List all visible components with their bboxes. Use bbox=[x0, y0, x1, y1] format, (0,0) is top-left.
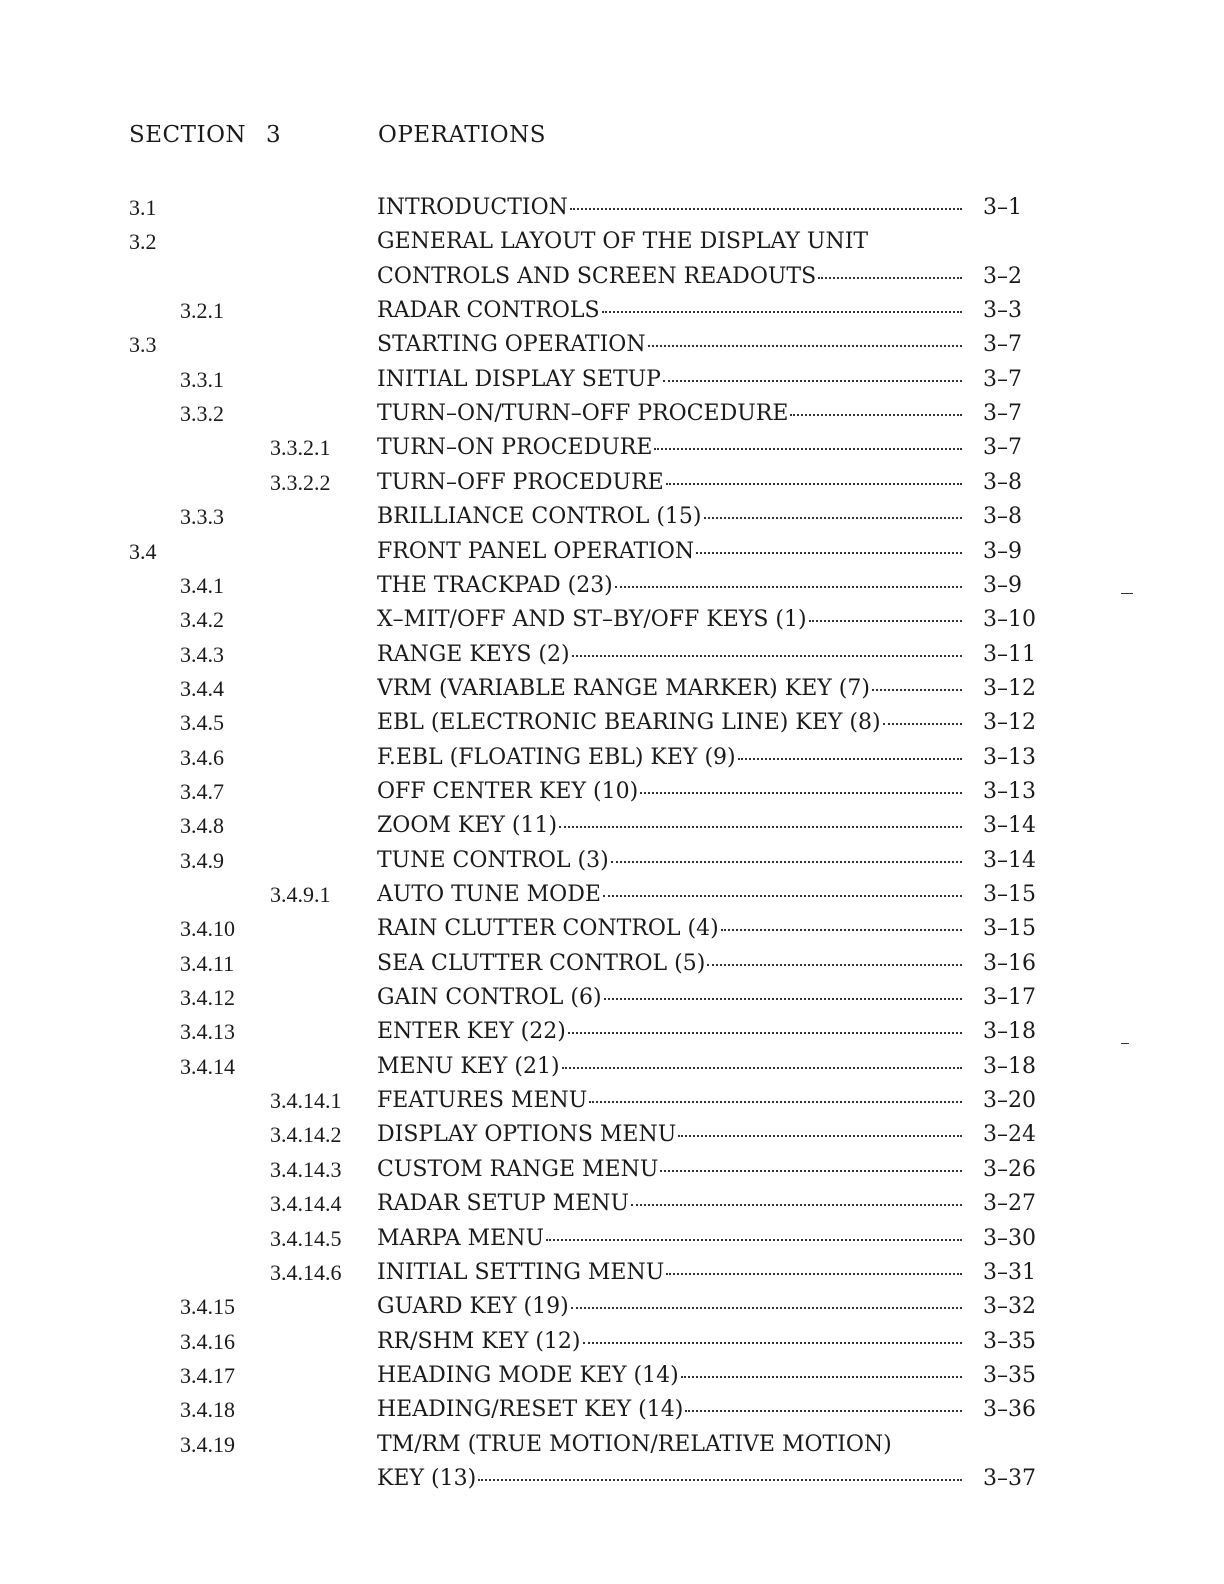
entry-page: 3–30 bbox=[983, 1225, 1036, 1251]
dot-leader bbox=[809, 616, 962, 622]
toc-entry bbox=[0, 191, 1224, 225]
entry-number: 3.4.6 bbox=[180, 744, 224, 770]
dot-leader bbox=[790, 410, 962, 416]
toc-entry bbox=[0, 1462, 1224, 1496]
entry-title-line bbox=[377, 741, 970, 775]
toc-entry bbox=[0, 1222, 1224, 1256]
toc-entry bbox=[0, 844, 1224, 878]
entry-page: 3–2 bbox=[983, 263, 1022, 289]
entry-title-line bbox=[377, 294, 970, 328]
entry-title: GUARD KEY (19) bbox=[377, 1294, 569, 1320]
entry-title-line bbox=[377, 535, 970, 569]
entry-title-line bbox=[377, 947, 970, 981]
entry-page: 3–17 bbox=[983, 985, 1036, 1011]
toc-entry bbox=[0, 431, 1224, 465]
toc-entry bbox=[0, 466, 1224, 500]
entry-number: 3.4.2 bbox=[180, 607, 224, 633]
toc-entry bbox=[0, 294, 1224, 328]
entry-title-line bbox=[377, 603, 970, 637]
toc-entry bbox=[0, 225, 1224, 259]
entry-page: 3–8 bbox=[983, 504, 1022, 530]
entry-number: 3.4.18 bbox=[180, 1397, 235, 1423]
entry-title: KEY (13) bbox=[377, 1465, 477, 1491]
toc-entry bbox=[0, 912, 1224, 946]
entry-number: 3.4.14.6 bbox=[270, 1259, 342, 1285]
toc-entry bbox=[0, 1325, 1224, 1359]
entry-number: 3.4 bbox=[129, 538, 157, 564]
entry-page: 3–3 bbox=[983, 298, 1022, 324]
entry-number: 3.4.16 bbox=[180, 1328, 235, 1354]
dot-leader bbox=[568, 1028, 962, 1034]
entry-page: 3–31 bbox=[983, 1259, 1036, 1285]
scan-mark bbox=[1121, 1043, 1129, 1044]
entry-number: 3.4.11 bbox=[180, 950, 235, 976]
toc-entry bbox=[0, 397, 1224, 431]
entry-page: 3–15 bbox=[983, 916, 1036, 942]
dot-leader bbox=[559, 822, 962, 828]
entry-title: FRONT PANEL OPERATION bbox=[377, 538, 695, 564]
entry-number: 3.3.2 bbox=[180, 401, 224, 427]
dot-leader bbox=[721, 925, 962, 931]
toc-entry bbox=[0, 603, 1224, 637]
entry-number: 3.4.9 bbox=[180, 847, 224, 873]
entry-title: RANGE KEYS (2) bbox=[377, 641, 570, 667]
section-label: SECTION bbox=[129, 122, 247, 148]
entry-title-line bbox=[377, 844, 970, 878]
dot-leader bbox=[648, 341, 962, 347]
entry-number: 3.4.14.5 bbox=[270, 1225, 342, 1251]
entry-title: INITIAL DISPLAY SETUP bbox=[377, 366, 661, 392]
toc-entry bbox=[0, 638, 1224, 672]
dot-leader bbox=[818, 273, 962, 279]
entry-page: 3–7 bbox=[983, 332, 1022, 358]
entry-number: 3.4.14.2 bbox=[270, 1122, 342, 1148]
entry-page: 3–7 bbox=[983, 401, 1022, 427]
entry-title-line bbox=[377, 1462, 970, 1496]
entry-page: 3–36 bbox=[983, 1397, 1036, 1423]
entry-title-line bbox=[377, 466, 970, 500]
entry-title: STARTING OPERATION bbox=[377, 332, 646, 358]
toc-entry bbox=[0, 260, 1224, 294]
dot-leader bbox=[654, 444, 962, 450]
entry-title-line bbox=[377, 225, 970, 259]
dot-leader bbox=[631, 1200, 962, 1206]
toc-entry bbox=[0, 1393, 1224, 1427]
toc-entry bbox=[0, 809, 1224, 843]
entry-title-line bbox=[377, 500, 970, 534]
entry-title: OFF CENTER KEY (10) bbox=[377, 778, 639, 804]
dot-leader bbox=[602, 307, 962, 313]
entry-title-line bbox=[377, 1359, 970, 1393]
entry-title-line bbox=[377, 981, 970, 1015]
dot-leader bbox=[685, 1406, 962, 1412]
dot-leader bbox=[696, 548, 962, 554]
entry-page: 3–11 bbox=[983, 641, 1036, 667]
entry-title-line bbox=[377, 1084, 970, 1118]
entry-title: TUNE CONTROL (3) bbox=[377, 847, 609, 873]
entry-title-line bbox=[377, 431, 970, 465]
entry-title: TURN–ON/TURN–OFF PROCEDURE bbox=[377, 401, 789, 427]
entry-title-line bbox=[377, 1393, 970, 1427]
entry-title-line bbox=[377, 1222, 970, 1256]
dot-leader bbox=[571, 1303, 962, 1309]
entry-title-line bbox=[377, 809, 970, 843]
entry-title: MENU KEY (21) bbox=[377, 1053, 560, 1079]
toc-entry bbox=[0, 741, 1224, 775]
dot-leader bbox=[872, 685, 962, 691]
dot-leader bbox=[678, 1131, 962, 1137]
entry-title: ZOOM KEY (11) bbox=[377, 813, 558, 839]
dot-leader bbox=[478, 1475, 962, 1481]
entry-number: 3.4.10 bbox=[180, 916, 235, 942]
entry-page: 3–18 bbox=[983, 1019, 1036, 1045]
entry-title: RR/SHM KEY (12) bbox=[377, 1328, 581, 1354]
toc-entry bbox=[0, 1050, 1224, 1084]
entry-title-line bbox=[377, 1428, 970, 1462]
entry-number: 3.4.17 bbox=[180, 1362, 235, 1388]
entry-number: 3.1 bbox=[129, 195, 157, 220]
entry-title-line bbox=[377, 1050, 970, 1084]
entry-page: 3–13 bbox=[983, 778, 1036, 804]
toc-entry bbox=[0, 1428, 1224, 1462]
section-title: OPERATIONS bbox=[378, 122, 546, 148]
entry-number: 3.4.19 bbox=[180, 1431, 235, 1457]
entry-title: VRM (VARIABLE RANGE MARKER) KEY (7) bbox=[377, 675, 870, 701]
toc-entry bbox=[0, 1153, 1224, 1187]
dot-leader bbox=[562, 1063, 962, 1069]
scan-mark bbox=[1121, 593, 1133, 594]
entry-title-line bbox=[377, 1187, 970, 1221]
entry-title-line bbox=[377, 328, 970, 362]
entry-page: 3–7 bbox=[983, 435, 1022, 461]
entry-number: 3.4.13 bbox=[180, 1019, 235, 1045]
toc-entry bbox=[0, 363, 1224, 397]
entry-title: F.EBL (FLOATING EBL) KEY (9) bbox=[377, 744, 736, 770]
entry-title: RADAR CONTROLS bbox=[377, 298, 600, 324]
entry-title: TURN–OFF PROCEDURE bbox=[377, 469, 664, 495]
toc-entry bbox=[0, 947, 1224, 981]
entry-title: AUTO TUNE MODE bbox=[377, 882, 601, 907]
dot-leader bbox=[738, 754, 962, 760]
entry-title: CONTROLS AND SCREEN READOUTS bbox=[377, 263, 817, 289]
entry-title: BRILLIANCE CONTROL (15) bbox=[377, 504, 702, 530]
toc-entry bbox=[0, 1256, 1224, 1290]
toc-entry bbox=[0, 672, 1224, 706]
dot-leader bbox=[704, 513, 962, 519]
entry-number: 3.3 bbox=[129, 332, 157, 358]
dot-leader bbox=[611, 857, 962, 863]
entry-page: 3–16 bbox=[983, 950, 1036, 976]
entry-title-line bbox=[377, 569, 970, 603]
dot-leader bbox=[883, 719, 962, 725]
entry-title-line bbox=[377, 191, 970, 225]
section-number: 3 bbox=[266, 122, 282, 148]
entry-title-line bbox=[377, 363, 970, 397]
dot-leader bbox=[663, 376, 962, 382]
entry-number: 3.4.7 bbox=[180, 778, 224, 804]
entry-page: 3–32 bbox=[983, 1294, 1036, 1320]
entry-page: 3–10 bbox=[983, 607, 1036, 633]
toc-entry bbox=[0, 569, 1224, 603]
entry-title: ENTER KEY (22) bbox=[377, 1019, 566, 1045]
entry-page: 3–12 bbox=[983, 675, 1036, 701]
dot-leader bbox=[589, 1097, 962, 1103]
entry-title-line bbox=[377, 1290, 970, 1324]
entry-number: 3.4.8 bbox=[180, 813, 224, 839]
entry-title: FEATURES MENU bbox=[377, 1088, 588, 1114]
entry-number: 3.4.4 bbox=[180, 675, 224, 701]
entry-title: MARPA MENU bbox=[377, 1225, 545, 1251]
dot-leader bbox=[603, 891, 962, 897]
toc-entry bbox=[0, 535, 1224, 569]
entry-number: 3.4.14.1 bbox=[270, 1088, 342, 1114]
entry-number: 3.3.3 bbox=[180, 504, 224, 530]
dot-leader bbox=[681, 1372, 962, 1378]
entry-number: 3.3.2.1 bbox=[270, 435, 331, 461]
entry-page: 3–14 bbox=[983, 847, 1036, 873]
dot-leader bbox=[666, 1269, 962, 1275]
toc-entry bbox=[0, 328, 1224, 362]
entry-title-line bbox=[377, 912, 970, 946]
entry-page: 3–9 bbox=[983, 572, 1022, 598]
entry-page: 3–27 bbox=[983, 1191, 1036, 1217]
entry-title: X–MIT/OFF AND ST–BY/OFF KEYS (1) bbox=[377, 607, 807, 633]
entry-page: 3–26 bbox=[983, 1156, 1036, 1182]
entry-title: SEA CLUTTER CONTROL (5) bbox=[377, 950, 706, 976]
dot-leader bbox=[583, 1338, 963, 1344]
entry-title-line bbox=[377, 1118, 970, 1152]
toc-entry bbox=[0, 1015, 1224, 1049]
entry-page: 3–13 bbox=[983, 744, 1036, 770]
dot-leader bbox=[570, 204, 962, 210]
entry-title: GENERAL LAYOUT OF THE DISPLAY UNIT bbox=[377, 229, 869, 255]
entry-page: 3–35 bbox=[983, 1328, 1036, 1354]
entry-title: THE TRACKPAD (23) bbox=[377, 572, 613, 598]
entry-title: HEADING MODE KEY (14) bbox=[377, 1362, 679, 1388]
entry-title: GAIN CONTROL (6) bbox=[377, 985, 602, 1011]
entry-page: 3–7 bbox=[983, 366, 1022, 392]
entry-page: 3–14 bbox=[983, 813, 1036, 839]
entry-title-line bbox=[377, 1153, 970, 1187]
entry-title-line bbox=[377, 1015, 970, 1049]
entry-title: CUSTOM RANGE MENU bbox=[377, 1156, 659, 1182]
entry-number: 3.4.12 bbox=[180, 985, 235, 1011]
entry-number: 3.4.1 bbox=[180, 572, 224, 598]
entry-number: 3.4.9.1 bbox=[270, 882, 331, 907]
dot-leader bbox=[660, 1166, 962, 1172]
toc-entry bbox=[0, 706, 1224, 740]
entry-title: RADAR SETUP MENU bbox=[377, 1191, 630, 1217]
entry-page: 3–18 bbox=[983, 1053, 1036, 1079]
entry-number: 3.4.14.4 bbox=[270, 1191, 342, 1217]
entry-page: 3–24 bbox=[983, 1122, 1036, 1148]
entry-title-line bbox=[377, 638, 970, 672]
entry-number: 3.4.14.3 bbox=[270, 1156, 342, 1182]
entry-page: 3–1 bbox=[983, 195, 1022, 220]
dot-leader bbox=[572, 651, 962, 657]
entry-number: 3.3.1 bbox=[180, 366, 224, 392]
toc-entry bbox=[0, 1084, 1224, 1118]
entry-title-line bbox=[377, 397, 970, 431]
entry-title-line bbox=[377, 260, 970, 294]
entry-title-line bbox=[377, 775, 970, 809]
toc-entry bbox=[0, 1187, 1224, 1221]
entry-page: 3–37 bbox=[983, 1465, 1036, 1491]
entry-number: 3.2.1 bbox=[180, 298, 224, 324]
entry-page: 3–15 bbox=[983, 882, 1036, 907]
toc-entry bbox=[0, 1359, 1224, 1393]
toc-entry bbox=[0, 878, 1224, 912]
entry-number: 3.4.5 bbox=[180, 710, 224, 736]
toc-entry bbox=[0, 1290, 1224, 1324]
toc-entry bbox=[0, 775, 1224, 809]
entry-title: TURN–ON PROCEDURE bbox=[377, 435, 653, 461]
entry-title-line bbox=[377, 672, 970, 706]
dot-leader bbox=[604, 994, 962, 1000]
dot-leader bbox=[666, 479, 962, 485]
entry-number: 3.4.3 bbox=[180, 641, 224, 667]
entry-title: EBL (ELECTRONIC BEARING LINE) KEY (8) bbox=[377, 710, 881, 736]
toc-entry bbox=[0, 1118, 1224, 1152]
entry-number: 3.2 bbox=[129, 229, 157, 255]
entry-page: 3–8 bbox=[983, 469, 1022, 495]
entry-page: 3–35 bbox=[983, 1362, 1036, 1388]
toc-entry bbox=[0, 981, 1224, 1015]
dot-leader bbox=[640, 788, 962, 794]
entry-title: RAIN CLUTTER CONTROL (4) bbox=[377, 916, 719, 942]
entry-title-line bbox=[377, 706, 970, 740]
entry-title-line bbox=[377, 1325, 970, 1359]
dot-leader bbox=[546, 1235, 962, 1241]
entry-page: 3–20 bbox=[983, 1088, 1036, 1114]
entry-title: HEADING/RESET KEY (14) bbox=[377, 1397, 684, 1423]
entry-page: 3–9 bbox=[983, 538, 1022, 564]
entry-title: INITIAL SETTING MENU bbox=[377, 1259, 665, 1285]
dot-leader bbox=[707, 960, 962, 966]
entry-title: TM/RM (TRUE MOTION/RELATIVE MOTION) bbox=[377, 1431, 892, 1457]
entry-number: 3.4.14 bbox=[180, 1053, 235, 1079]
entry-title: DISPLAY OPTIONS MENU bbox=[377, 1122, 677, 1148]
entry-title-line bbox=[377, 1256, 970, 1290]
entry-page: 3–12 bbox=[983, 710, 1036, 736]
entry-number: 3.4.15 bbox=[180, 1294, 235, 1320]
entry-title-line bbox=[377, 878, 970, 912]
dot-leader bbox=[615, 582, 962, 588]
entry-title: INTRODUCTION bbox=[377, 195, 568, 220]
toc-entry bbox=[0, 500, 1224, 534]
entry-number: 3.3.2.2 bbox=[270, 469, 331, 495]
